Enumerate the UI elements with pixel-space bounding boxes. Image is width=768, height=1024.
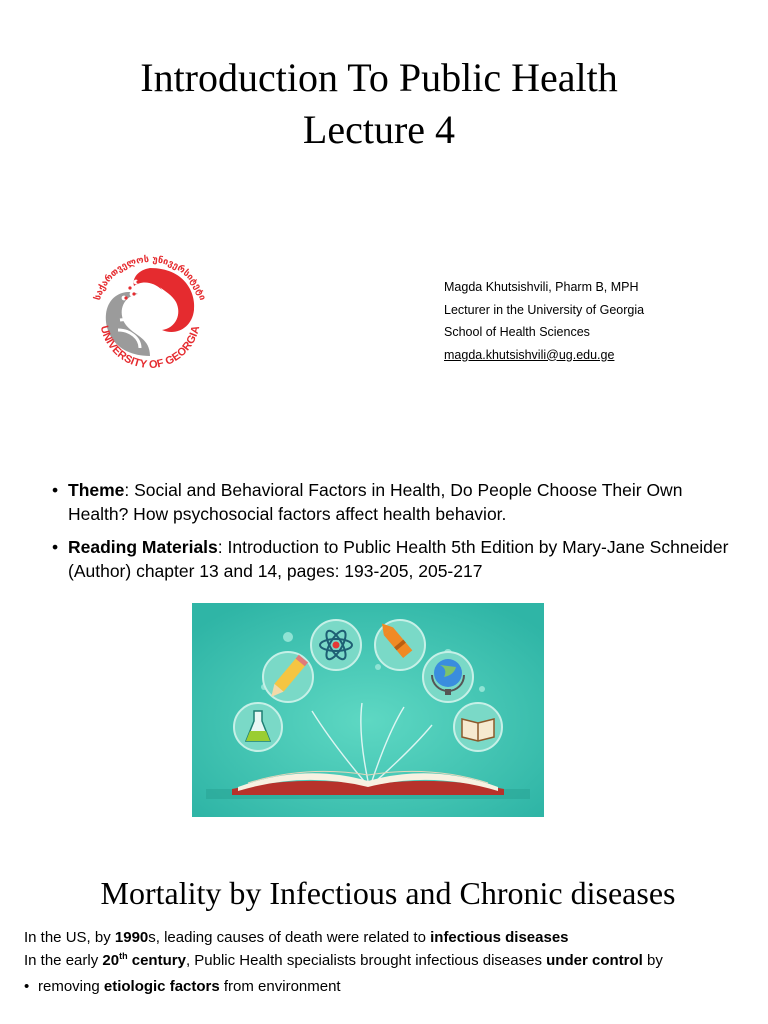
text-run-bold: under control	[546, 952, 643, 969]
author-position: Lecturer in the University of Georgia	[444, 302, 645, 317]
bullet-dot: •	[52, 480, 59, 500]
text-run: removing	[38, 978, 104, 995]
text-run-bold: 1990	[114, 929, 149, 946]
bullet-theme	[50, 478, 740, 526]
text-run: , Public Health specialists brought infectious diseases	[185, 952, 547, 969]
paragraph-1	[24, 926, 754, 949]
page-title	[0, 52, 758, 156]
author-school: School of Health Sciences	[444, 325, 590, 339]
author-info	[444, 276, 644, 366]
bullet-dot: •	[52, 537, 59, 557]
bullet-label: Theme	[68, 480, 125, 500]
text-run-superscript: th	[119, 951, 128, 961]
bullet-text: : Introduction to Public Health 5th Edition by Mary-Jane Schneider (Author) chapter 13 and 14, pages: 193-205, 205-217	[68, 537, 729, 581]
section-body	[24, 926, 754, 998]
bullet-dot: •	[24, 978, 30, 995]
section-title: Mortality by Infectious and Chronic diseases	[100, 875, 676, 911]
text-run-bold: infectious diseases	[430, 929, 569, 946]
text-run-bold: 20	[102, 952, 120, 969]
svg-text:საქართველოს უნივერსიტეტი: საქართველოს უნივერსიტეტი	[92, 254, 208, 302]
text-run: s, leading causes of death were related to	[148, 929, 431, 946]
author-name: Magda Khutsishvili, Pharm B, MPH	[444, 280, 639, 294]
bullet-text: : Social and Behavioral Factors in Health, Do People Choose Their Own Health? How psychosocial factors affect health behavior.	[68, 480, 683, 524]
text-run: In the early	[24, 952, 103, 969]
sub-bullet-1	[24, 975, 754, 998]
text-run: by	[642, 952, 663, 969]
svg-text:UNIVERSITY OF GEORGIA: UNIVERSITY OF GEORGIA	[97, 324, 203, 372]
title-line-2: Lecture 4	[302, 107, 456, 152]
author-email-link[interactable]: magda.khutsishvili@ug.edu.ge	[444, 347, 615, 362]
text-run: from environment	[219, 978, 341, 995]
university-logo	[84, 248, 216, 376]
slide2-bullet-list	[50, 478, 740, 592]
bullet-reading-materials	[50, 535, 740, 583]
text-run-bold: etiologic factors	[103, 978, 220, 995]
paragraph-2	[24, 949, 754, 972]
title-line-1: Introduction To Public Health	[140, 55, 618, 100]
education-illustration	[192, 603, 544, 817]
bullet-label: Reading Materials	[68, 537, 218, 557]
text-run-bold: century	[127, 952, 186, 969]
text-run: In the US, by	[24, 929, 115, 946]
